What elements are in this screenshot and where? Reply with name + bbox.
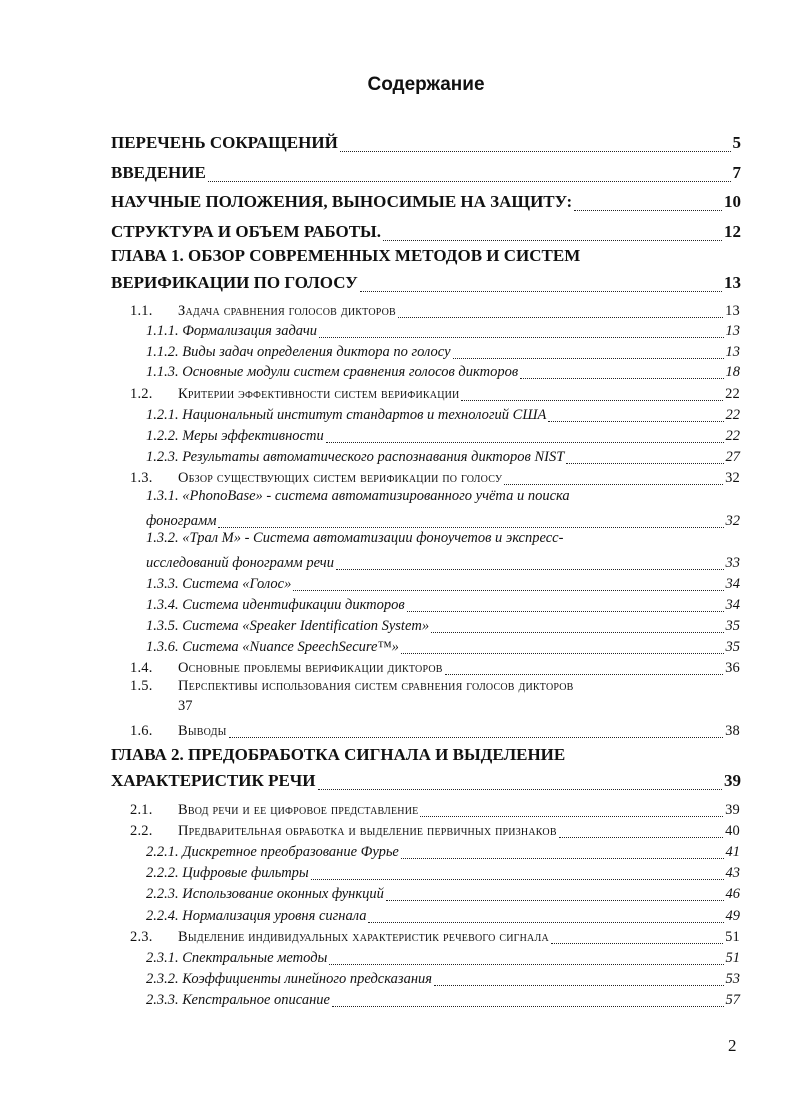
- toc-subsection-1-1-2[interactable]: [146, 340, 740, 361]
- toc-subsection-2-2-1[interactable]: [146, 840, 740, 861]
- toc-entry-title-cont: фонограмм: [146, 512, 217, 529]
- toc-entry-page: 35: [725, 638, 740, 655]
- toc-entry-page: 13: [724, 273, 741, 292]
- toc-entry-number: 1.1.1.: [146, 322, 179, 339]
- toc-entry-page: 10: [724, 192, 741, 211]
- toc-entry-number: 1.3.: [130, 469, 153, 486]
- toc-subsection-1-3-4[interactable]: [146, 593, 740, 614]
- toc-entry-number: 2.2.4.: [146, 907, 179, 924]
- toc-entry-number: 1.5.: [130, 678, 153, 694]
- toc-entry-title: Нормализация уровня сигнала: [182, 907, 367, 924]
- toc-entry-title: Ввод речи и ее цифровое представление: [178, 801, 419, 818]
- toc-chapter-1-title-line1[interactable]: ГЛАВА 1. ОБЗОР СОВРЕМЕННЫХ МЕТОДОВ И СИСТЕМ: [111, 246, 581, 265]
- toc-subsection-1-1-3[interactable]: [146, 360, 740, 381]
- toc-subsection-1-1-1[interactable]: [146, 319, 740, 340]
- toc-entry-title: Меры эффективности: [182, 427, 324, 444]
- toc-entry-number: 1.2.: [130, 385, 153, 402]
- toc-section-1-3[interactable]: [130, 466, 740, 487]
- toc-entry-title: Критерии эффективности систем верификации: [178, 385, 460, 402]
- toc-entry-number: 1.3.1.: [146, 488, 179, 504]
- toc-entry-title: Основные модули систем сравнения голосов дикторов: [182, 363, 519, 380]
- toc-entry-page: 39: [724, 771, 741, 790]
- toc-entry-page: 34: [725, 575, 740, 592]
- toc-entry-number: 1.3.3.: [146, 575, 179, 592]
- toc-entry-page: 27: [725, 448, 740, 465]
- toc-entry-title: Результаты автоматического распознавания дикторов NIST: [182, 448, 565, 465]
- toc-entry-page: 41: [725, 843, 740, 860]
- toc-entry-title: Кепстральное описание: [182, 991, 330, 1008]
- toc-entry-page: 22: [725, 427, 740, 444]
- toc-entry-number: 2.1.: [130, 801, 153, 818]
- toc-subsection-2-3-1[interactable]: [146, 946, 740, 967]
- toc-entry-number: 1.2.1.: [146, 406, 179, 423]
- page-title: Содержание: [367, 74, 485, 95]
- toc-entry-abbreviations[interactable]: [111, 130, 741, 153]
- toc-entry-title: Национальный институт стандартов и технологий США: [182, 406, 547, 423]
- toc-entry-number: 2.2.: [130, 822, 153, 839]
- toc-subsection-1-3-5[interactable]: [146, 614, 740, 635]
- toc-entry-number: 1.3.2.: [146, 530, 179, 546]
- toc-entry-title: ВЕРИФИКАЦИИ ПО ГОЛОСУ: [111, 273, 358, 292]
- toc-subsection-1-2-1[interactable]: [146, 403, 740, 424]
- toc-entry-title: ВВЕДЕНИЕ: [111, 163, 206, 182]
- toc-section-1-6[interactable]: [130, 719, 740, 740]
- toc-subsection-1-2-3[interactable]: [146, 445, 740, 466]
- toc-section-1-4[interactable]: [130, 656, 740, 677]
- toc-entry-page: 35: [725, 617, 740, 634]
- toc-entry-title: Система «Голос»: [182, 575, 292, 592]
- toc-entry-title: Коэффициенты линейного предсказания: [182, 970, 433, 987]
- toc-chapter-1[interactable]: [111, 270, 741, 293]
- toc-entry-number: 2.2.1.: [146, 843, 179, 860]
- toc-section-1-5[interactable]: [130, 678, 740, 695]
- toc-entry-page: 13: [725, 343, 740, 360]
- toc-entry-title: Система «Nuance SpeechSecure™»: [182, 638, 399, 655]
- toc-entry-title: Выводы: [178, 722, 227, 739]
- toc-entry-number: 2.3.2.: [146, 970, 179, 987]
- toc-entry-number: 1.1.: [130, 302, 153, 319]
- toc-section-1-1[interactable]: [130, 299, 740, 320]
- toc-entry-page: 22: [725, 406, 740, 423]
- toc-subsection-1-2-2[interactable]: [146, 424, 740, 445]
- toc-entry-page: 43: [725, 864, 740, 881]
- toc-entry-title: Перспективы использования систем сравнения голосов дикторов: [178, 678, 574, 694]
- toc-entry-title: ПЕРЕЧЕНЬ СОКРАЩЕНИЙ: [111, 133, 338, 152]
- toc-entry-number: 1.3.4.: [146, 596, 179, 613]
- toc-subsection-2-2-2[interactable]: [146, 861, 740, 882]
- toc-entry-title: Цифровые фильтры: [182, 864, 309, 881]
- toc-entry-title: Дискретное преобразование Фурье: [182, 843, 399, 860]
- toc-subsection-1-3-6[interactable]: [146, 635, 740, 656]
- toc-entry-number: 1.1.2.: [146, 343, 179, 360]
- toc-entry-title: НАУЧНЫЕ ПОЛОЖЕНИЯ, ВЫНОСИМЫЕ НА ЗАЩИТУ:: [111, 192, 573, 211]
- toc-entry-number: 2.3.3.: [146, 991, 179, 1008]
- toc-entry-number: 1.2.3.: [146, 448, 179, 465]
- toc-entry-title: Обзор существующих систем верификации по голосу: [178, 469, 503, 486]
- toc-entry-title: Система «Speaker Identification System»: [182, 617, 430, 634]
- toc-entry-page: 5: [732, 133, 741, 152]
- toc-entry-number: 1.6.: [130, 722, 153, 739]
- toc-entry-page: 46: [725, 885, 740, 902]
- toc-entry-number: 2.2.2.: [146, 864, 179, 881]
- toc-entry-title: Использование оконных функций: [182, 885, 384, 902]
- toc-subsection-1-3-1-line1[interactable]: [146, 488, 740, 505]
- toc-subsection-2-3-3[interactable]: [146, 988, 740, 1009]
- toc-entry-page: 32: [725, 469, 740, 486]
- toc-entry-page: 32: [725, 512, 740, 529]
- toc-entry-page: 38: [725, 722, 740, 739]
- toc-entry-title: Предварительная обработка и выделение первичных признаков: [178, 822, 557, 839]
- toc-entry-page[interactable]: 37: [178, 698, 193, 714]
- toc-entry-page: 53: [725, 970, 740, 987]
- toc-chapter-2-title-line1[interactable]: ГЛАВА 2. ПРЕДОБРАБОТКА СИГНАЛА И ВЫДЕЛЕНИЕ: [111, 745, 566, 764]
- toc-section-2-1[interactable]: [130, 798, 740, 819]
- toc-entry-introduction[interactable]: [111, 160, 741, 183]
- toc-entry-title: Задача сравнения голосов дикторов: [178, 302, 396, 319]
- toc-entry-page: 39: [725, 801, 740, 818]
- toc-entry-structure[interactable]: [111, 219, 741, 242]
- toc-entry-page: 49: [725, 907, 740, 924]
- toc-section-2-3[interactable]: [130, 925, 740, 946]
- toc-entry-number: 1.3.6.: [146, 638, 179, 655]
- toc-entry-title: СТРУКТУРА И ОБЪЕМ РАБОТЫ.: [111, 222, 381, 241]
- toc-entry-page: 34: [725, 596, 740, 613]
- toc-entry-title: Виды задач определения диктора по голосу: [182, 343, 451, 360]
- toc-subsection-2-3-2[interactable]: [146, 967, 740, 988]
- toc-entry-title: Спектральные методы: [182, 949, 328, 966]
- toc-chapter-2[interactable]: [111, 768, 741, 791]
- toc-subsection-1-3-1[interactable]: [146, 509, 740, 530]
- toc-section-2-2[interactable]: [130, 819, 740, 840]
- toc-entry-number: 1.3.5.: [146, 617, 179, 634]
- toc-section-1-2[interactable]: [130, 382, 740, 403]
- toc-entry-page: 12: [724, 222, 741, 241]
- toc-entry-page: 33: [725, 554, 740, 571]
- toc-entry-title: Основные проблемы верификации дикторов: [178, 659, 443, 676]
- toc-entry-page: 51: [725, 949, 740, 966]
- toc-entry-number: 2.3.: [130, 928, 153, 945]
- toc-entry-page: 36: [725, 659, 740, 676]
- toc-subsection-2-2-3[interactable]: [146, 882, 740, 903]
- toc-entry-page: 40: [725, 822, 740, 839]
- page-number: 2: [728, 1036, 737, 1055]
- toc-entry-page: 13: [725, 322, 740, 339]
- toc-entry-title: Система идентификации дикторов: [182, 596, 405, 613]
- toc-entry-number: 1.2.2.: [146, 427, 179, 444]
- toc-entry-page: 51: [725, 928, 740, 945]
- toc-entry-page: 13: [725, 302, 740, 319]
- toc-entry-title: ХАРАКТЕРИСТИК РЕЧИ: [111, 771, 316, 790]
- toc-entry-title: «Трал М» - Система автоматизации фоноучетов и экспресс-: [182, 530, 564, 546]
- toc-entry-number: 1.1.3.: [146, 363, 179, 380]
- toc-entry-number: 1.4.: [130, 659, 153, 676]
- toc-entry-page: 22: [725, 385, 740, 402]
- toc-subsection-1-3-3[interactable]: [146, 572, 740, 593]
- toc-entry-scientific-provisions[interactable]: [111, 189, 741, 212]
- toc-entry-title: Формализация задачи: [182, 322, 318, 339]
- toc-entry-number: 2.3.1.: [146, 949, 179, 966]
- toc-entry-title: «PhonoBase» - система автоматизированного учёта и поиска: [182, 488, 570, 504]
- toc-entry-title: Выделение индивидуальных характеристик речевого сигнала: [178, 928, 549, 945]
- toc-entry-page: 7: [732, 163, 741, 182]
- toc-subsection-2-2-4[interactable]: [146, 904, 740, 925]
- toc-entry-title-cont: исследований фонограмм речи: [146, 554, 334, 571]
- toc-entry-page: 57: [725, 991, 740, 1008]
- toc-subsection-1-3-2[interactable]: [146, 551, 740, 572]
- toc-subsection-1-3-2-line1[interactable]: [146, 530, 740, 547]
- toc-entry-number: 2.2.3.: [146, 885, 179, 902]
- toc-entry-page: 18: [725, 363, 740, 380]
